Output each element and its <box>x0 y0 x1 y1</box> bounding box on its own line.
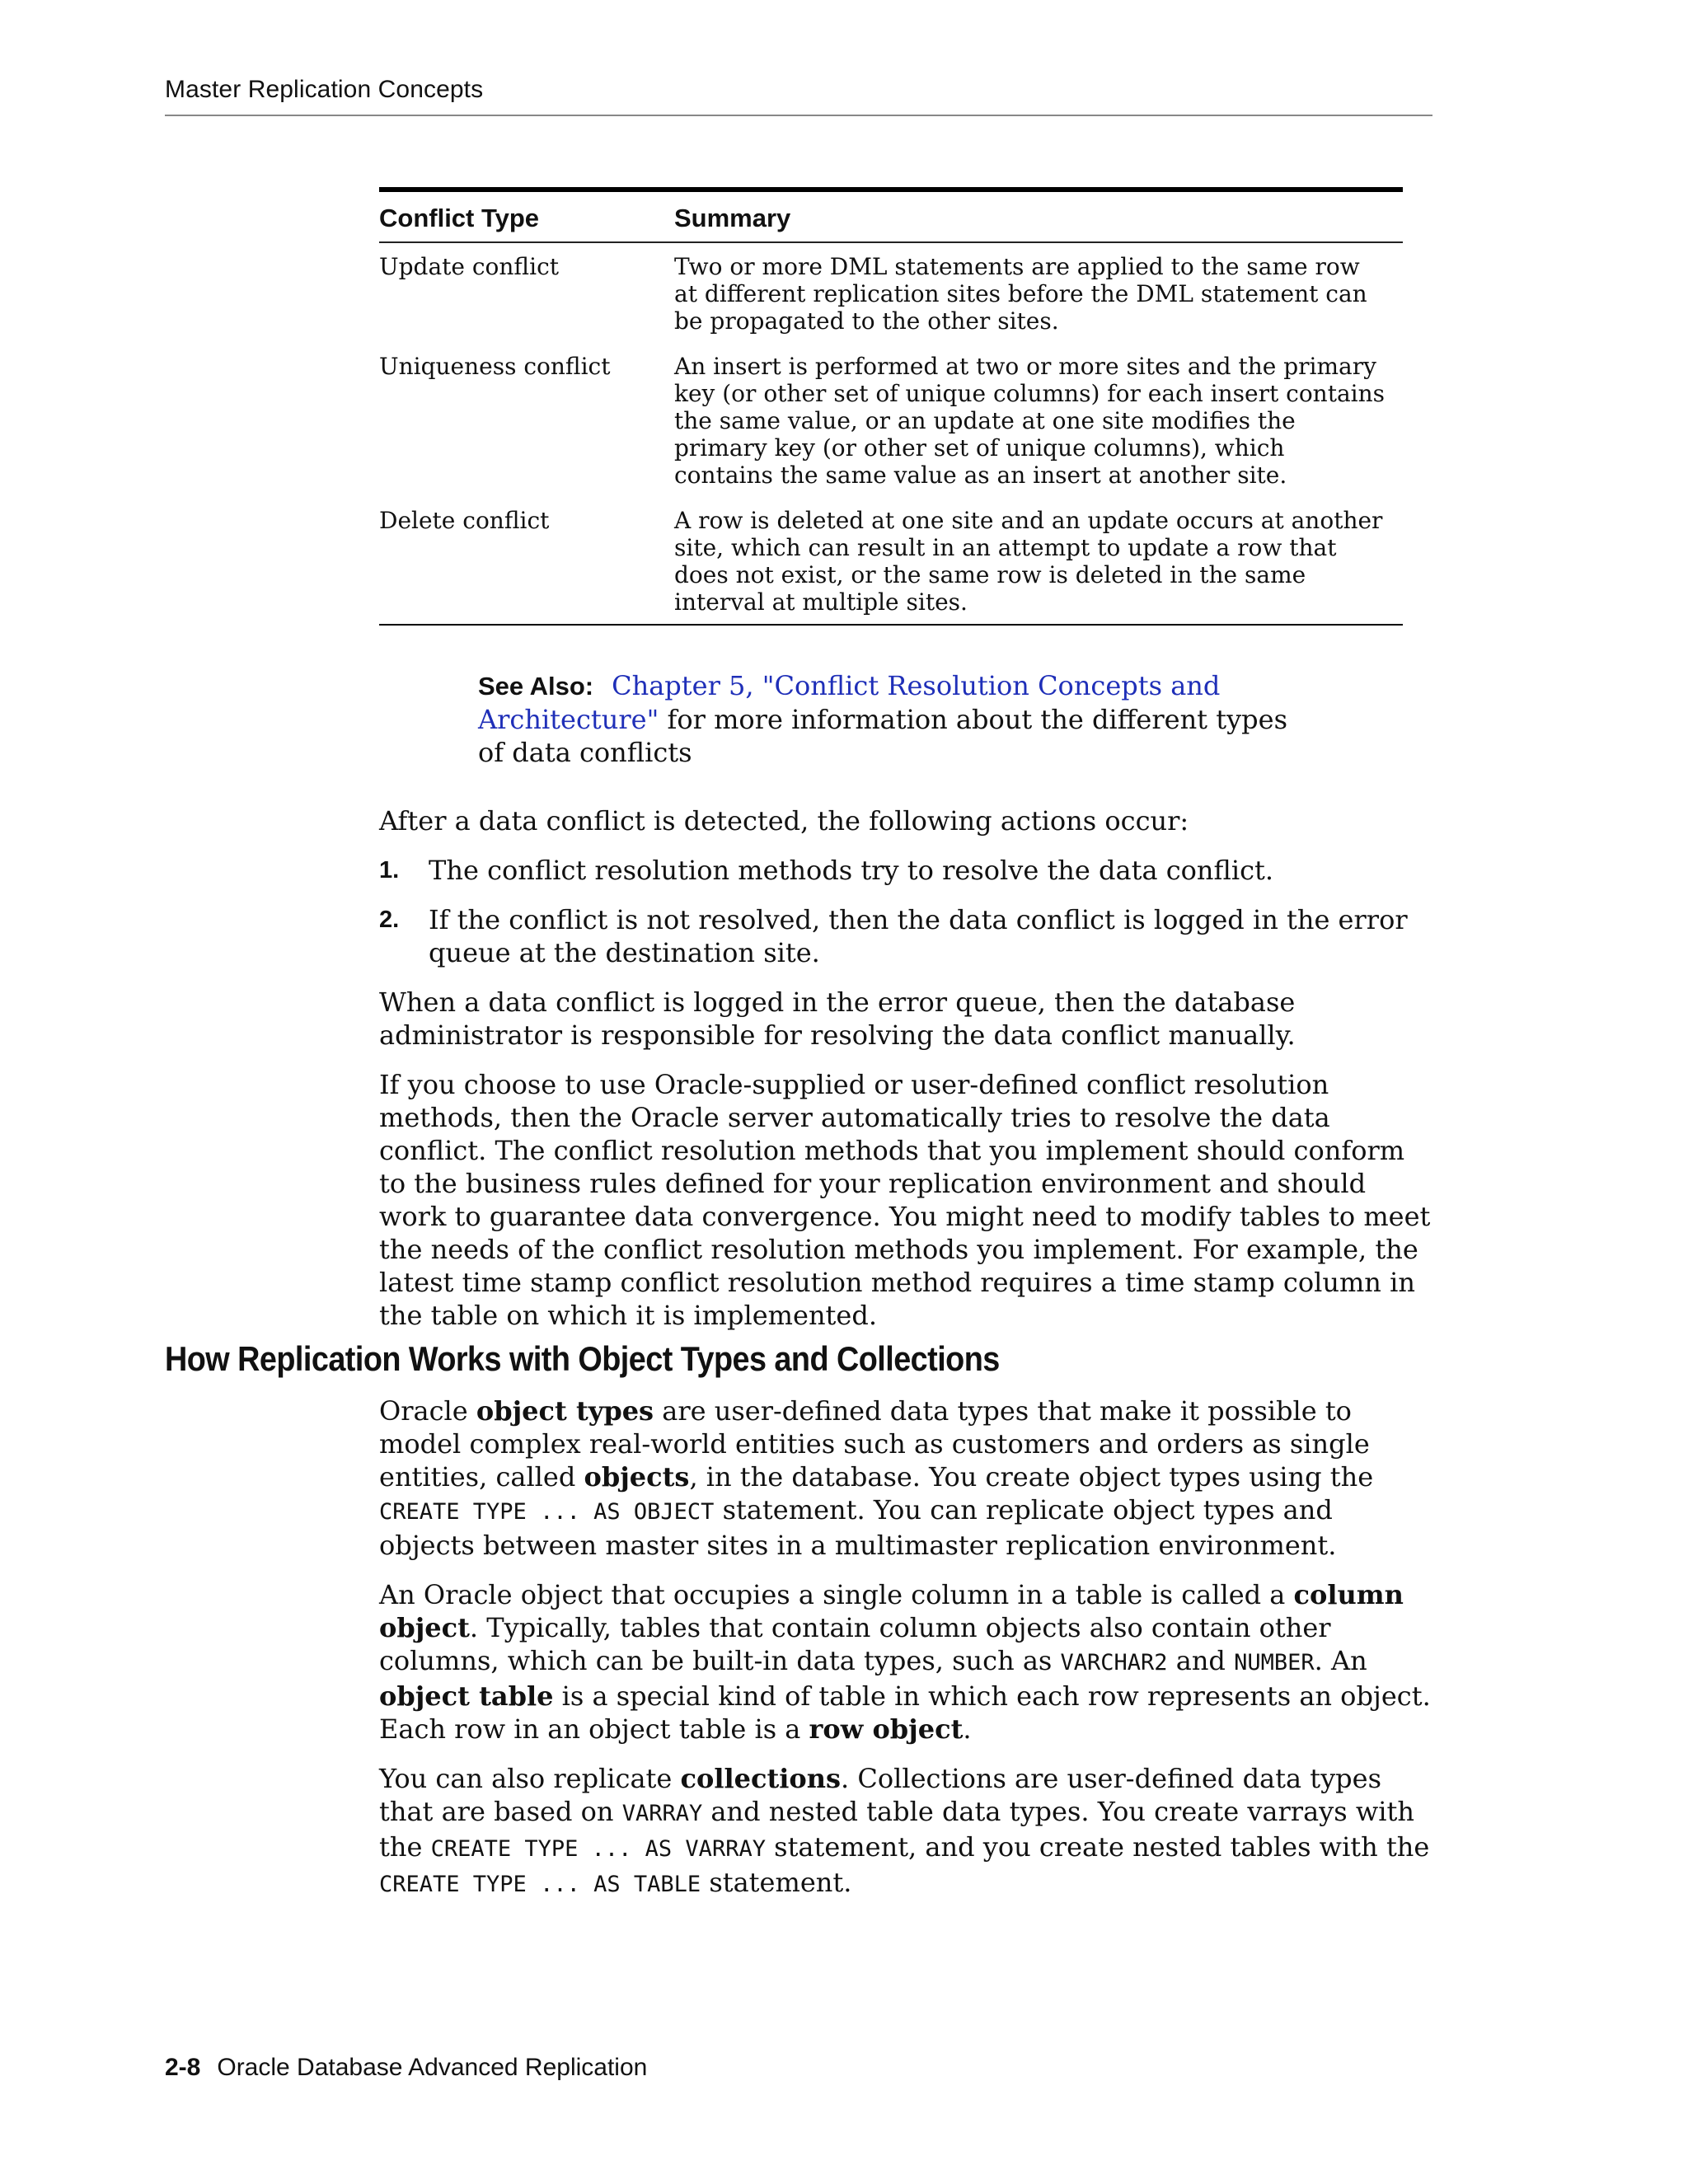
object-types-paragraph: Oracle object types are user-defined data types that make it possible to model complex real-world entities such as customers and orders as single entities, called objects, in the database. You create object types using the CREATE TYPE ... AS OBJECT statement. You can replicate object types and objects between master sites in a multimaster replication environment. <box>379 1395 1374 1561</box>
list-item-text: If the conflict is not resolved, then the data conflict is logged in the error queue at the destination site. <box>429 904 1408 968</box>
conflict-type-cell: Uniqueness conflict <box>379 353 611 380</box>
table-row <box>379 497 1403 624</box>
list-number: 2. <box>379 907 400 933</box>
running-header: Master Replication Concepts <box>165 76 484 103</box>
page-footer <box>165 2054 647 2082</box>
summary-cell: Two or more DML statements are applied to the same row at different replication sites before the DML statement can be propagated to the other sites. <box>674 253 1367 335</box>
table-row <box>379 243 1403 343</box>
list-item <box>379 854 1434 887</box>
chapter-5-link[interactable]: Chapter 5, "Conflict Resolution Concepts and Architecture" <box>478 670 1221 735</box>
column-object-paragraph: An Oracle object that occupies a single column in a table is called a column object. Typically, tables that contain column objects also contain other columns, which can be built-in data types, such as VARCHAR2 and NUMBER. An object table is a special kind of table in which each row represents an object. Each row in an object table is a row object. <box>379 1579 1431 1745</box>
header-rule <box>165 115 1432 116</box>
error-queue-paragraph: When a data conflict is logged in the error queue, then the database administrator is responsible for resolving the data conflict manually. <box>379 987 1296 1051</box>
list-number: 1. <box>379 857 400 883</box>
list-item <box>379 903 1434 969</box>
see-also-text: for more information about the different types of data conflicts <box>478 704 1287 768</box>
list-item-text: The conflict resolution methods try to resolve the data conflict. <box>429 855 1274 886</box>
section-heading: How Replication Works with Object Types and Collections <box>165 1339 1000 1378</box>
column-header-summary: Summary <box>674 204 791 232</box>
table-header-row <box>379 192 1403 243</box>
see-also-label: See Also: <box>478 672 594 701</box>
actions-list <box>379 854 1434 969</box>
summary-cell: A row is deleted at one site and an update occurs at another site, which can result in an attempt to update a row that does not exist, or the same row is deleted in the same interval at multiple sites. <box>674 507 1383 616</box>
table-row <box>379 343 1403 497</box>
conflict-type-cell: Update conflict <box>379 253 559 280</box>
book-title: Oracle Database Advanced Replication <box>217 2054 648 2081</box>
intro-paragraph: After a data conflict is detected, the following actions occur: <box>379 805 1189 837</box>
column-header-conflict-type: Conflict Type <box>379 204 540 232</box>
object-types-section-body <box>379 1394 1434 1918</box>
see-also-note <box>478 669 1302 769</box>
conflict-type-cell: Delete conflict <box>379 507 550 534</box>
page-number: 2-8 <box>165 2054 201 2081</box>
conflict-types-table <box>379 187 1403 626</box>
summary-cell: An insert is performed at two or more sites and the primary key (or other set of unique columns) for each insert contains the same value, or an update at one site modifies the primary key (or other set of unique columns), which contains the same value as an insert at another site. <box>674 353 1386 489</box>
collections-paragraph: You can also replicate collections. Collections are user-defined data types that are based on VARRAY and nested table data types. You create varrays with the CREATE TYPE ... AS VARRAY statement, and you create nested tables with the CREATE TYPE ... AS TABLE statement. <box>379 1763 1430 1898</box>
conflict-actions-body <box>379 804 1434 1348</box>
resolution-methods-paragraph: If you choose to use Oracle-supplied or user-defined conflict resolution methods, then the Oracle server automatically tries to resolve the data conflict. The conflict resolution methods that you implement should conform to the business rules defined for your replication environment and should work to guarantee data convergence. You might need to modify tables to meet the needs of the conflict resolution methods you implement. For example, the latest time stamp conflict resolution method requires a time stamp column in the table on which it is implemented. <box>379 1069 1431 1331</box>
